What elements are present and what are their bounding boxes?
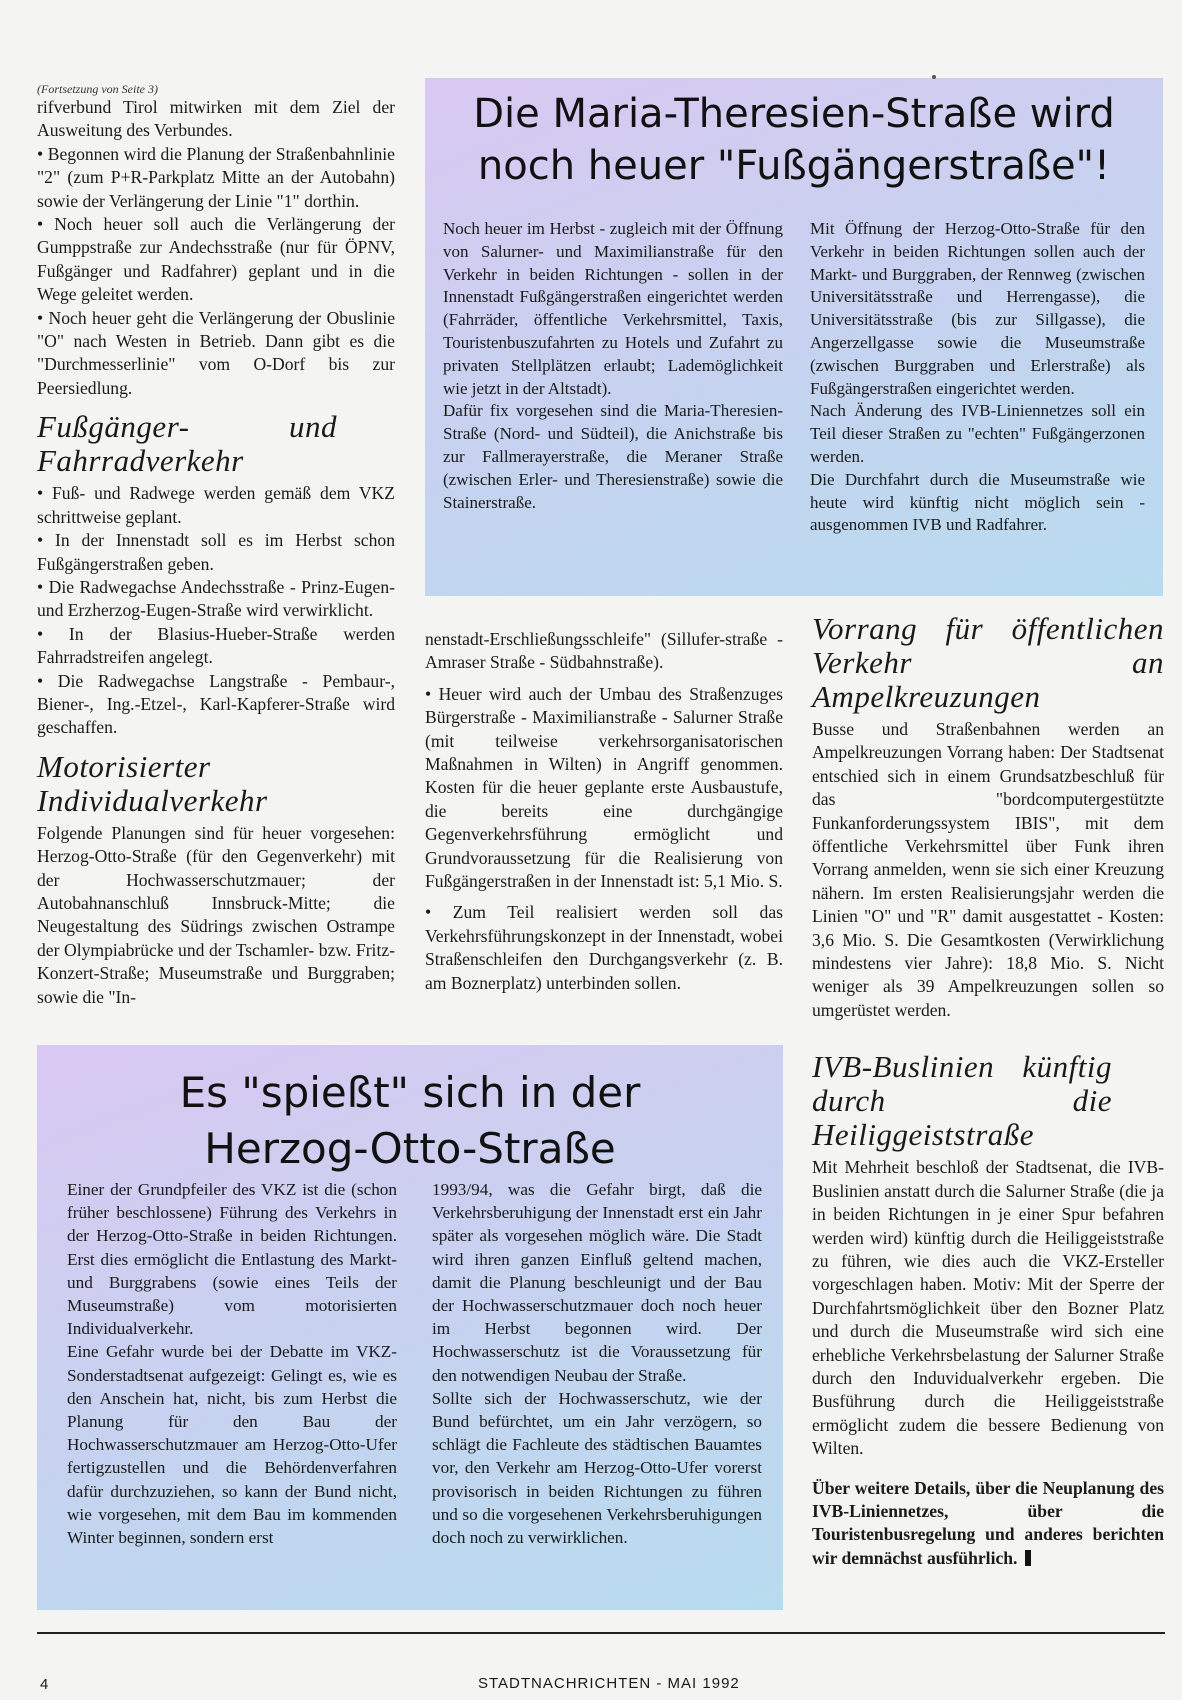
box-title [37, 1045, 783, 1177]
paragraph: Sollte sich der Hochwasserschutz, wie der Bund befürchtet, um ein Jahr verzögern, so schlägt die Fachleute des städtischen Bauamtes vor, den Verkehr am Herzog-Otto-Ufer vorerst provisorisch in beiden Richtungen zu führen und so die vorgesehenen Verkehrsberuhigungen doch noch zu verwirklichen. [432, 1388, 762, 1548]
paragraph: • Zum Teil realisiert werden soll das Verkehrsführungskonzept in der Innenstadt, wobei Straßenschleifen den Durchgangsverkehr (z. B. am Boznerplatz) unterbinden sollen. [425, 902, 783, 993]
paragraph: 1993/94, was die Gefahr birgt, daß die Verkehrsberuhigung der Innenstadt erst ein Jahr später als vorgesehen möglich wäre. Die Stadt wird ihren ganzen Einfluß geltend machen, damit die Planung beschleunigt und der Bau der Hochwasserschutzmauer doch noch heuer im Herbst begonnen wird. Der Hochwasserschutz ist die Voraussetzung für den notwendigen Neubau der Straße. [432, 1180, 762, 1385]
print-speck [932, 75, 936, 79]
right-column [812, 612, 1164, 1570]
paragraph: • Die Radwegachse Langstraße - Pembaur-, Biener-, Ing.-Etzel-, Karl-Kapferer-Straße wird geschaffen. [37, 670, 395, 738]
left-column [37, 82, 395, 1009]
box-title-line: Es "spießt" sich in der [179, 1068, 641, 1117]
heading-pedestrian-cycle: Fußgänger- und Fahrradverkehr [37, 409, 337, 479]
paragraph: Einer der Grundpfeiler des VKZ ist die (schon früher beschlossene) Führung des Verkehrs in der Herzog-Otto-Straße in beiden Richtungen. Erst dies ermöglicht die Entlastung des Markt- und Burggrabens (sowie eines Teils der Museumstraße) vom motorisierten Individualverkehr. [67, 1180, 397, 1339]
paragraph: Eine Gefahr wurde bei der Debatte im VKZ-Sonderstadtsenat aufgezeigt: Gelingt es, wie es den Anschein hat, nicht, bis zum Herbst die Planung für den Bau der Hochwasserschutzmauer am Herzog-Otto-Ufer fertigzustellen und die Behördenverfahren dafür durchzuziehen, so kann der Bund nicht, wie vorgesehen, mit dem Bau im kommenden Winter beginnen, sondern erst [67, 1342, 397, 1548]
paragraph: rifverbund Tirol mitwirken mit dem Ziel der Ausweitung des Verbundes. [37, 97, 395, 141]
box-column-left [443, 218, 783, 514]
paragraph: • Fuß- und Radwege werden gemäß dem VKZ schrittweise geplant. [37, 483, 395, 527]
paragraph: • Begonnen wird die Planung der Straßenbahnlinie "2" (zum P+R-Parkplatz Mitte an der Autobahn) sowie der Verlängerung der Linie "1" dorthin. [37, 143, 395, 211]
paragraph: • Heuer wird auch der Umbau des Straßenzuges Bürgerstraße - Maximilianstraße - Salurner Straße (mit teilweise verkehrsorganisatorischen Maßnahmen in Wilten) in Angriff genommen. Kosten für die heuer geplante erste Ausbaustufe, die bereits eine durchgängige Gegenverkehrsführung ermöglicht und Grundvoraussetzung für die Realisierung von Fußgängerstraßen in der Innenstadt ist: 5,1 Mio. S. [425, 683, 783, 892]
paragraph: Noch heuer im Herbst - zugleich mit der Öffnung von Salurner- und Maximilianstraße für den Verkehr in beiden Richtungen - sollen in der Innenstadt Fußgängerstraßen eingerichtet werden (Fahrräder, öffentliche Verkehrsmittel, Taxis, Touristenbuszufahrten zu Hotels und Zufahrt zu privaten Stellplätzen erlaubt; Lademöglichkeit wie jetzt in der Altstadt). [443, 219, 783, 398]
paragraph: nenstadt-Erschließungsschleife" (Sillufer-straße - Amraser Straße - Südbahnstraße). [425, 629, 783, 673]
paragraph: • In der Blasius-Hueber-Straße werden Fahrradstreifen angelegt. [37, 623, 395, 668]
continuation-note: (Fortsetzung von Seite 3) [37, 82, 158, 96]
footer-rule [37, 1632, 1165, 1634]
heading-ivb-buslines: IVB-Buslinien künftig durch die Heiliggeiststraße [812, 1049, 1112, 1153]
box-column-left [67, 1178, 397, 1549]
paragraph: • Noch heuer soll auch die Verlängerung der Gumppstraße zur Andechsstraße (nur für ÖPNV, Fußgänger und Radfahrer) geplant und in die Wege geleitet werden. [37, 214, 395, 305]
closing-text: Über weitere Details, über die Neuplanung des IVB-Liniennetzes, über die Touristenbusregelung und anderes berichten wir demnächst ausführlich. [812, 1477, 1164, 1568]
closing-note [812, 1477, 1164, 1571]
paragraph: • Noch heuer geht die Verlängerung der Obuslinie "O" nach Westen in Betrieb. Dann gibt es die "Durchmesserlinie" vom O-Dorf bis zur Peersiedlung. [37, 307, 395, 398]
publication-title: STADTNACHRICHTEN - MAI 1992 [478, 1675, 740, 1692]
box-title-line: Die Maria-Theresien-Straße wird [473, 91, 1115, 137]
paragraph: Folgende Planungen sind für heuer vorgesehen: Herzog-Otto-Straße (für den Gegenverkehr) mit der Hochwasserschutzmauer; der Autobahnanschluß Innsbruck-Mitte; die Neugestaltung des Südrings zwischen Ostrampe der Olympiabrücke und der Tschamler- bzw. Fritz-Konzert-Straße; Museumstraße und Burggraben; sowie die "In- [37, 822, 395, 1007]
heading-motorized-traffic: Motorisierter Individualverkehr [37, 748, 268, 818]
heading-priority-public-transport: Vorrang für öffentlichen Verkehr an Ampelkreuzungen [812, 611, 1164, 714]
feature-box-herzog-otto [37, 1045, 783, 1610]
middle-column [425, 628, 783, 995]
end-mark [1025, 1550, 1031, 1566]
box-title-line: noch heuer "Fußgängerstraße"! [477, 143, 1111, 189]
paragraph: Die Durchfahrt durch die Museumstraße wie heute wird künftig nicht möglich sein - ausgenommen IVB und Radfahrer. [810, 469, 1145, 535]
paragraph: Mit Mehrheit beschloß der Stadtsenat, die IVB-Buslinien anstatt durch die Salurner Straße (die ja in beiden Richtungen in je einer Spur befahren werden wird) künftig durch die Heiliggeiststraße zu führen, wie dies auch die VKZ-Ersteller vorgeschlagen haben. Motiv: Mit der Sperre der Durchfahrtsmöglichkeit über den Bozner Platz und durch die Museumstraße wird sich eine erhebliche Verkehrsbelastung der Salurner Straße durch den Induvidualverkehr ergeben. Die Busführung durch die Heiliggeiststraße ermöglicht zudem die bessere Bedienung von Wilten. [812, 1157, 1164, 1459]
box-title [425, 78, 1163, 192]
box-title-line: Herzog-Otto-Straße [204, 1124, 616, 1173]
page-number: 4 [40, 1676, 50, 1693]
feature-box-maria-theresien [425, 78, 1163, 596]
paragraph: Busse und Straßenbahnen werden an Ampelkreuzungen Vorrang haben: Der Stadtsenat entschied sich in einem Grundsatzbeschluß für das "bordcomputergestützte Funkanforderungssystem IBIS", mit dem öffentliche Verkehrsmittel über Funk ihren Vorrang anmelden, wenn sie sich einer Kreuzung nähern. Im ersten Realisierungsjahr werden die Linien "O" und "R" damit ausgestattet - Kosten: 3,6 Mio. S. Die Gesamtkosten (Verwirklichung mindestens vier Jahre): 18,8 Mio. S. Nicht weniger als 39 Ampelkreuzungen sollen so umgerüstet werden. [812, 719, 1164, 1020]
box-column-right [432, 1178, 762, 1549]
box-column-right [810, 218, 1145, 537]
paragraph: Nach Änderung des IVB-Liniennetzes soll ein Teil dieser Straßen zu "echten" Fußgängerzonen werden. [810, 401, 1145, 466]
paragraph: Mit Öffnung der Herzog-Otto-Straße für den Verkehr in beiden Richtungen sollen auch der Markt- und Burggraben, der Rennweg (zwischen Universitätsstraße und Herrengasse), die Universitätsstraße (bis zur Sillgasse), die Angerzellgasse sowie die Museumstraße (zwischen Burggraben und Erlerstraße) als Fußgängerstraßen eingerichtet werden. [810, 219, 1145, 398]
paragraph: • Die Radwegachse Andechsstraße - Prinz-Eugen- und Erzherzog-Eugen-Straße wird verwirklicht. [37, 576, 395, 621]
paragraph: • In der Innenstadt soll es im Herbst schon Fußgängerstraßen geben. [37, 530, 395, 574]
paragraph: Dafür fix vorgesehen sind die Maria-Theresien-Straße (Nord- und Südteil), die Anichstraße bis zur Fallmerayerstraße, die Meraner Straße (zwischen Erler- und Theresienstraße) sowie die Stainerstraße. [443, 401, 783, 512]
